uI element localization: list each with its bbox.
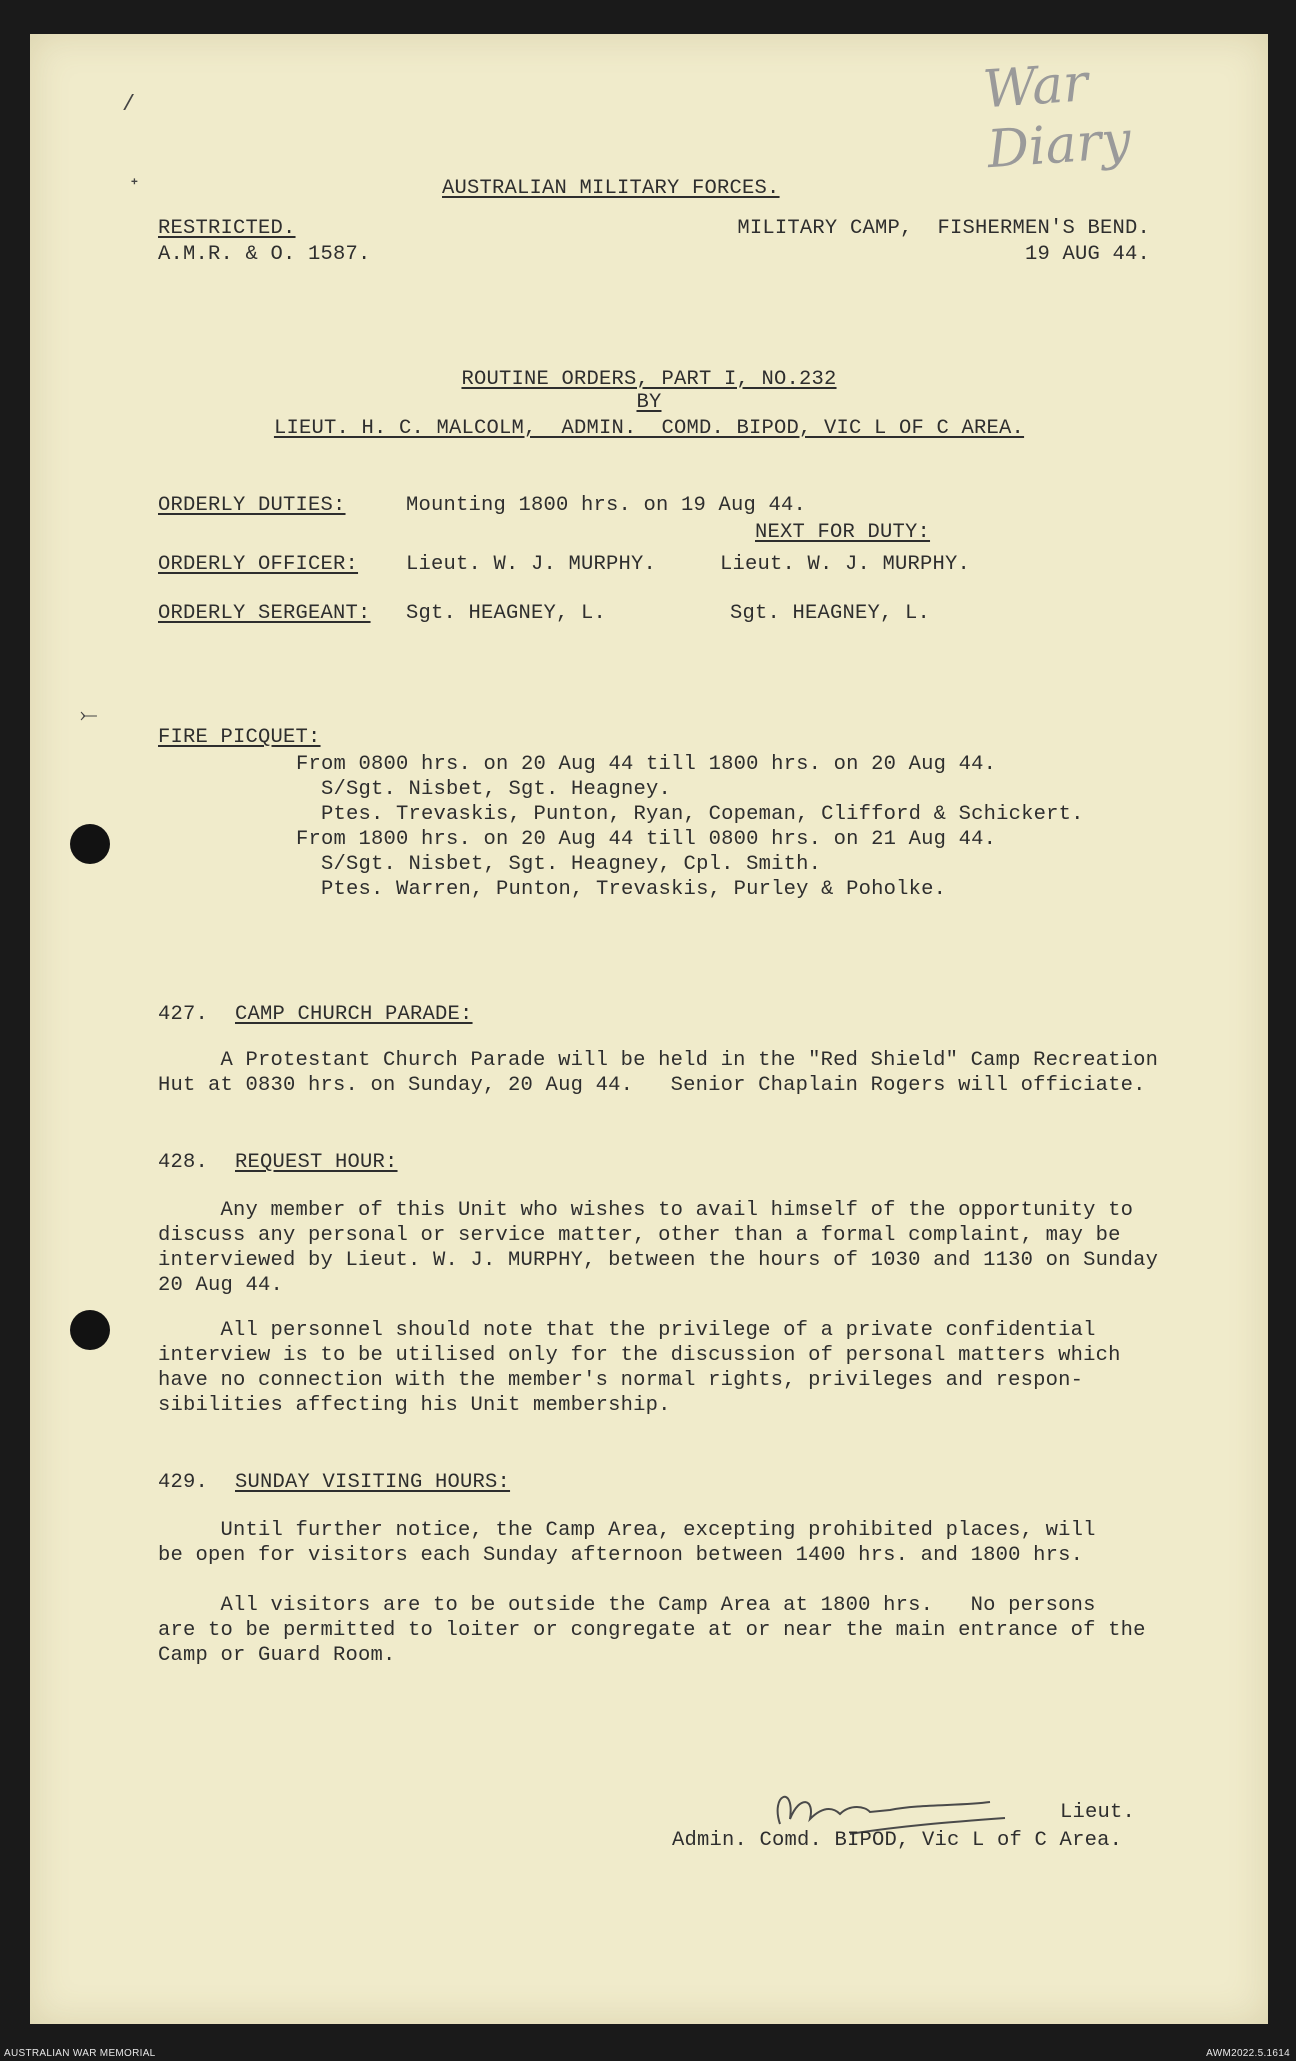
orderly-duties-text: Mounting 1800 hrs. on 19 Aug 44. <box>406 494 807 517</box>
order-title: ROUTINE ORDERS, PART I, NO.232 <box>461 368 837 391</box>
fire-picquet-label: FIRE PICQUET: <box>158 726 321 749</box>
amr-reference: A.M.R. & O. 1587. <box>158 243 371 266</box>
paragraph-line: have no connection with the member's normal rights, privileges and respon- <box>158 1369 1084 1392</box>
paragraph-line: be open for visitors each Sunday afternoon between 1400 hrs. and 1800 hrs. <box>158 1544 1084 1567</box>
paragraph-line: Until further notice, the Camp Area, excepting prohibited places, will <box>158 1519 1096 1542</box>
pin-mark: / <box>122 92 136 117</box>
fire-picquet-line: From 1800 hrs. on 20 Aug 44 till 0800 hrs. on 21 Aug 44. <box>296 828 997 851</box>
item-heading: SUNDAY VISITING HOURS: <box>235 1471 511 1494</box>
paragraph-line: Hut at 0830 hrs. on Sunday, 20 Aug 44. Senior Chaplain Rogers will officiate. <box>158 1074 1146 1097</box>
signature-rank: Lieut. <box>1060 1801 1136 1824</box>
date: 19 AUG 44. <box>1024 243 1150 266</box>
punch-hole <box>70 824 110 864</box>
order-by: BY <box>636 391 662 414</box>
footer-right: AWM2022.5.1614 <box>1206 2048 1290 2059</box>
orderly-sergeant-label: ORDERLY SERGEANT: <box>158 602 371 625</box>
fire-picquet-line: Ptes. Trevaskis, Punton, Ryan, Copeman, Clifford & Schickert. <box>296 803 1084 826</box>
header-title: AUSTRALIAN MILITARY FORCES. <box>442 177 780 200</box>
signature-title: Admin. Comd. BIPOD, Vic L of C Area. <box>672 1829 1123 1852</box>
fire-picquet-line: S/Sgt. Nisbet, Sgt. Heagney, Cpl. Smith. <box>296 853 822 876</box>
orderly-sergeant-next: Sgt. HEAGNEY, L. <box>730 602 931 625</box>
location: MILITARY CAMP, FISHERMEN'S BEND. <box>737 217 1150 240</box>
paragraph-line: interview is to be utilised only for the discussion of personal matters which <box>158 1344 1121 1367</box>
fire-picquet-line: From 0800 hrs. on 20 Aug 44 till 1800 hrs. on 20 Aug 44. <box>296 753 997 776</box>
orderly-officer-label: ORDERLY OFFICER: <box>158 553 359 576</box>
paragraph-line: 20 Aug 44. <box>158 1274 284 1297</box>
next-for-duty-label: NEXT FOR DUTY: <box>755 521 931 544</box>
paragraph-line: All personnel should note that the privilege of a private confidential <box>158 1319 1096 1342</box>
paragraph-line: All visitors are to be outside the Camp Area at 1800 hrs. No persons <box>158 1594 1096 1617</box>
fire-picquet-line: S/Sgt. Nisbet, Sgt. Heagney. <box>296 778 672 801</box>
punch-hole <box>70 1310 110 1350</box>
pin-mark: ᐩ <box>130 175 139 200</box>
orderly-duties-label: ORDERLY DUTIES: <box>158 494 346 517</box>
footer-left: AUSTRALIAN WAR MEMORIAL <box>4 2048 156 2059</box>
paragraph-line: Camp or Guard Room. <box>158 1644 396 1667</box>
fire-picquet-line: Ptes. Warren, Punton, Trevaskis, Purley & Poholke. <box>296 878 947 901</box>
item-number: 427. <box>158 1003 209 1026</box>
paragraph-line: discuss any personal or service matter, other than a formal complaint, may be <box>158 1224 1121 1247</box>
handwritten-annotation: War Diary <box>981 53 1133 181</box>
document-page <box>30 34 1268 2024</box>
order-issuer: LIEUT. H. C. MALCOLM, ADMIN. COMD. BIPOD, VIC L OF C AREA. <box>273 417 1025 440</box>
pin-mark: ⤚ <box>80 704 98 729</box>
paragraph-line: are to be permitted to loiter or congregate at or near the main entrance of the <box>158 1619 1146 1642</box>
item-heading: REQUEST HOUR: <box>235 1151 398 1174</box>
classification: RESTRICTED. <box>158 217 296 240</box>
paragraph-line: A Protestant Church Parade will be held in the "Red Shield" Camp Recreation <box>158 1049 1159 1072</box>
paragraph-line: Any member of this Unit who wishes to avail himself of the opportunity to <box>158 1199 1134 1222</box>
orderly-officer-next: Lieut. W. J. MURPHY. <box>720 553 971 576</box>
orderly-sergeant-now: Sgt. HEAGNEY, L. <box>406 602 607 625</box>
item-heading: CAMP CHURCH PARADE: <box>235 1003 473 1026</box>
paragraph-line: sibilities affecting his Unit membership. <box>158 1394 671 1417</box>
item-number: 429. <box>158 1471 209 1494</box>
paragraph-line: interviewed by Lieut. W. J. MURPHY, between the hours of 1030 and 1130 on Sunday <box>158 1249 1159 1272</box>
item-number: 428. <box>158 1151 209 1174</box>
orderly-officer-now: Lieut. W. J. MURPHY. <box>406 553 657 576</box>
